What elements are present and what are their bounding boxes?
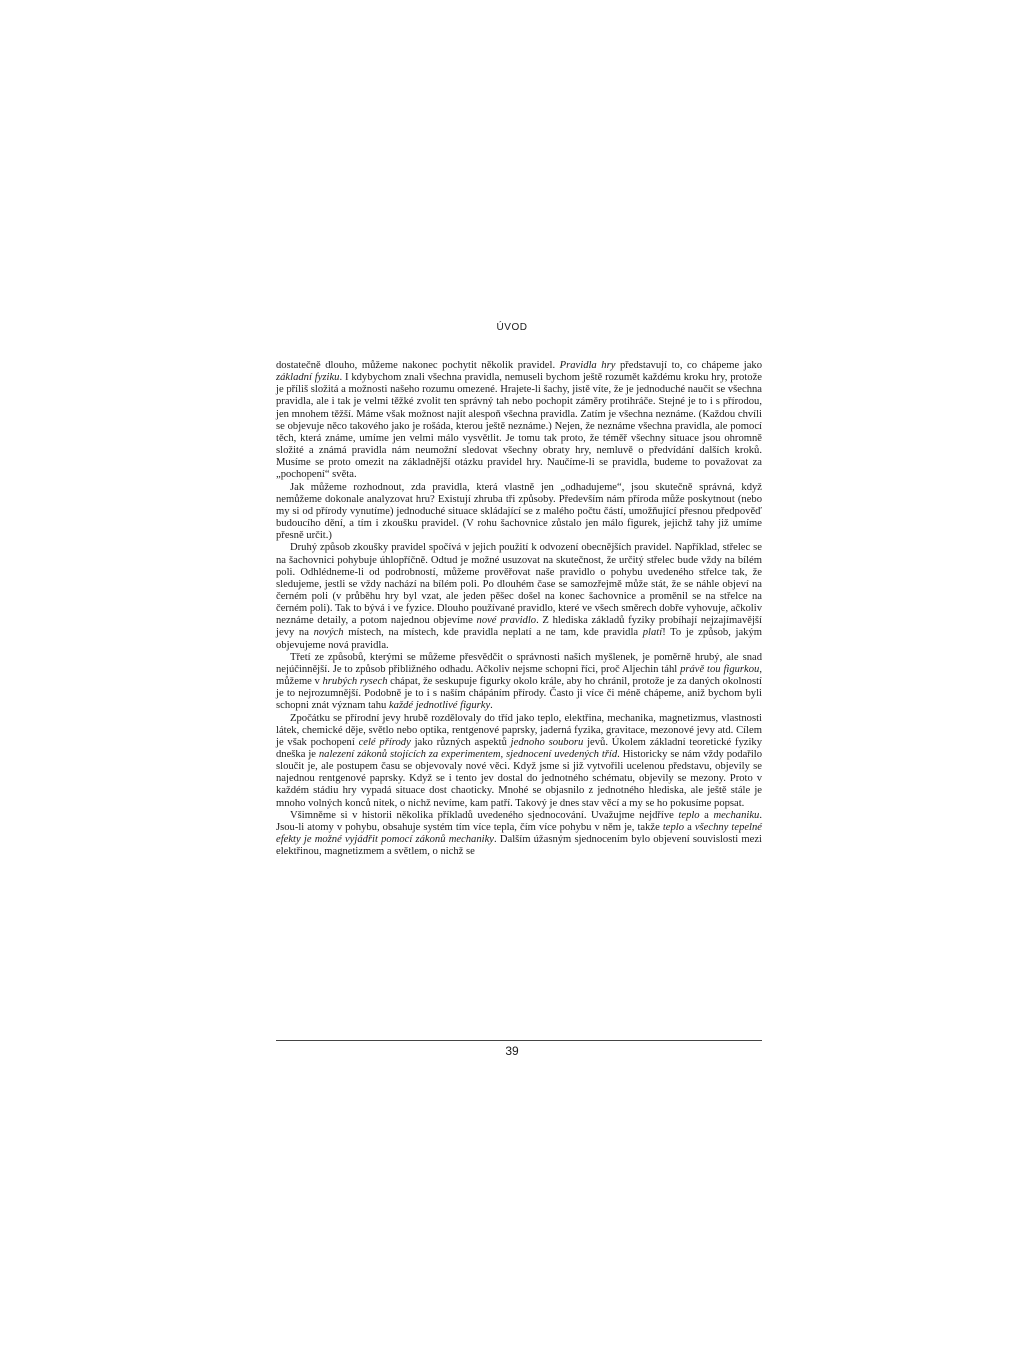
text-run: dostatečně dlouho, můžeme nakonec pochytit několik pravidel. <box>276 360 560 371</box>
italic-run: teplo <box>678 809 700 821</box>
italic-run: každé jednotlivé figurky <box>388 700 491 712</box>
text-run: Všimněme si v historii několika příkladů uvedeného sjednocování. Uvažujme nejdříve <box>290 809 679 821</box>
text-run: . Z hlediska základů fyziky probíhají nejzajímavější jevy na <box>276 615 763 639</box>
text-run: . <box>490 700 493 712</box>
text-run: představují to, co chápeme jako <box>615 360 762 371</box>
paragraph <box>276 810 762 859</box>
italic-run: teplo <box>662 821 685 833</box>
italic-run: nové pravidlo <box>476 615 537 627</box>
paragraph <box>276 652 762 713</box>
footer-rule <box>276 1040 762 1041</box>
text-run: . Historicky se nám vždy podařilo sloučit je, ale postupem času se objevovaly nové věci. Když jsme si již vytvořili ucelenou představu, objevily se najednou rentgenové paprsky. Když se i tento jev dostal do jednotného schématu, objevily se mezony. Proto v každém stádiu hry vypadá situace dost chaoticky. Mnohé se objasnilo z jednotného hlediska, ale ještě stále je mnoho volných konců nitek, o nichž nevíme, kam patří. Takový je dnes stav věcí a my se ho pokusíme popsat. <box>276 749 762 809</box>
italic-run: nalezení zákonů stojících za experimentem, sjednocení uvedených tříd <box>318 749 618 760</box>
text-run: Zpočátku se přírodní jevy hrubě rozdělovaly do tříd jako teplo, elektřina, mechanika, magnetizmus, vlastnosti látek, chemické děje, světlo nebo optika, rentgenové paprsky, jaderná fyzika, gravitace, mezonové jevy atd. Cílem je však pochopení <box>276 712 762 748</box>
text-run: . Dalším úžasným sjednocením bylo objevení souvislosti mezi elektřinou, magnetizmem a světlem, o nichž se <box>276 834 763 858</box>
paragraph <box>276 542 762 651</box>
italic-run: Pravidla hry <box>559 360 616 371</box>
text-run: a <box>699 809 714 821</box>
italic-run: všechny tepelné efekty je možné vyjádřit pomocí zákonů mechaniky <box>276 821 763 846</box>
text-run: Druhý způsob zkoušky pravidel spočívá v jejich použití k odvození obecnějších pravidel. Například, střelec se na šachovnici pohybuje úhlopříčně. Odtud je možné usuzovat na skutečnost, že určitý střelec bude vždy na bílém poli. Odhlédneme-li od podrobností, můžeme prověřovat naše pravidlo o pohybu uvedeného střelce tak, že sledujeme, jestli se vždy nachází na bílém poli. Po dlouhém čase se samozřejmě může stát, že se náhle objeví na černém poli (v průběhu hry byl vzat, ale jeden pěšec došel na konec šachovnice a proměnil se na střelce na černém poli). Tak to bývá i ve fyzice. Dlouho používané pravidlo, které ve všech směrech dobře vyhovuje, ačkoliv neznáme detaily, a potom najednou objevíme <box>276 542 762 627</box>
italic-run: základní fyziku <box>276 372 340 384</box>
italic-run: mechaniku <box>713 809 760 821</box>
body-text <box>276 360 762 858</box>
italic-run: hrubých rysech <box>322 676 388 688</box>
text-run: chápat, že seskupuje figurky okolo krále, aby ho chránil, protože je za daných okolností je to nejrozumnější. Podobně je to i s naším chápáním přírody. Často ji více či méně chápeme, aniž bychom byli schopni znát význam tahu <box>276 676 762 712</box>
text-run: . Jsou-li atomy v pohybu, obsahuje systém tím více tepla, čím více pohybu v něm je, takže <box>276 809 762 833</box>
paragraph <box>276 713 762 810</box>
paragraph <box>276 360 762 482</box>
text-run: Třetí ze způsobů, kterými se můžeme přesvědčit o správnosti našich myšlenek, je poměrně hrubý, ale snad nejúčinnější. Je to způsob přibližného odhadu. Ačkoliv nejsme schopni říci, proč Aljechin táhl <box>276 651 762 675</box>
running-header: ÚVOD <box>496 322 528 333</box>
text-run: . I kdybychom znali všechna pravidla, nemuseli bychom ještě rozumět každému kroku hry, protože je příliš složitá a možnosti našeho rozumu omezené. Hrajete-li šachy, jistě víte, že je jednoduché naučit se všechna pravidla, ale i tak je velmi těžké zvolit ten správný tah nebo pochopit záměry protihráče. Stejné je to i s přírodou, jen mnohem těžší. Máme však možnost najít alespoň všechna pravidla. Zatím je všechna neznáme. (Každou chvíli se objevuje něco takového jako je rošáda, kterou ještě neznáme.) Nejen, že neznáme všechna pravidla, ale pomocí těch, která známe, umíme jen velmi málo vysvětlit. Je tomu tak proto, že téměř všechny situace jsou ohromně složité a známá pravidla nám neumožní sledovat všechny obraty hry, nemluvě o předvídání dalších kroků. Musíme se proto omezit na základnější otázku pravidel hry. Naučíme-li se pravidla, budeme to považovat za „pochopení“ světa. <box>276 372 762 481</box>
italic-run: jednoho souboru <box>510 736 584 748</box>
text-run: a <box>684 821 695 833</box>
text-run: , můžeme v <box>276 663 762 688</box>
text-run: jevů. Úkolem základní teoretické fyziky dneška je <box>276 736 762 760</box>
paragraph <box>276 482 762 543</box>
text-run: jako různých aspektů <box>410 736 511 748</box>
text-run: Jak můžeme rozhodnout, zda pravidla, která vlastně jen „odhadujeme“, jsou skutečně správná, když nemůžeme dokonale analyzovat hru? Existují zhruba tři způsoby. Především nám příroda může poskytnout (nebo my si od přírody vynutíme) jednoduché situace skládající se z malého počtu částí, umožňující přesnou předpověď budoucího dění, a tím i zkoušku pravidel. (V rohu šachovnice zůstalo jen málo figurek, jejichž tahy již umíme přesně určit.) <box>276 481 762 542</box>
italic-run: platí <box>642 627 663 639</box>
italic-run: nových <box>313 627 344 639</box>
text-run: ! To je způsob, jakým objevujeme nová pravidla. <box>276 627 762 651</box>
page-number: 39 <box>505 1044 519 1058</box>
italic-run: celé přírody <box>358 736 411 748</box>
text-run: místech, na místech, kde pravidla neplatí a ne tam, kde pravidla <box>343 627 643 639</box>
italic-run: právě tou figurkou <box>680 663 760 675</box>
